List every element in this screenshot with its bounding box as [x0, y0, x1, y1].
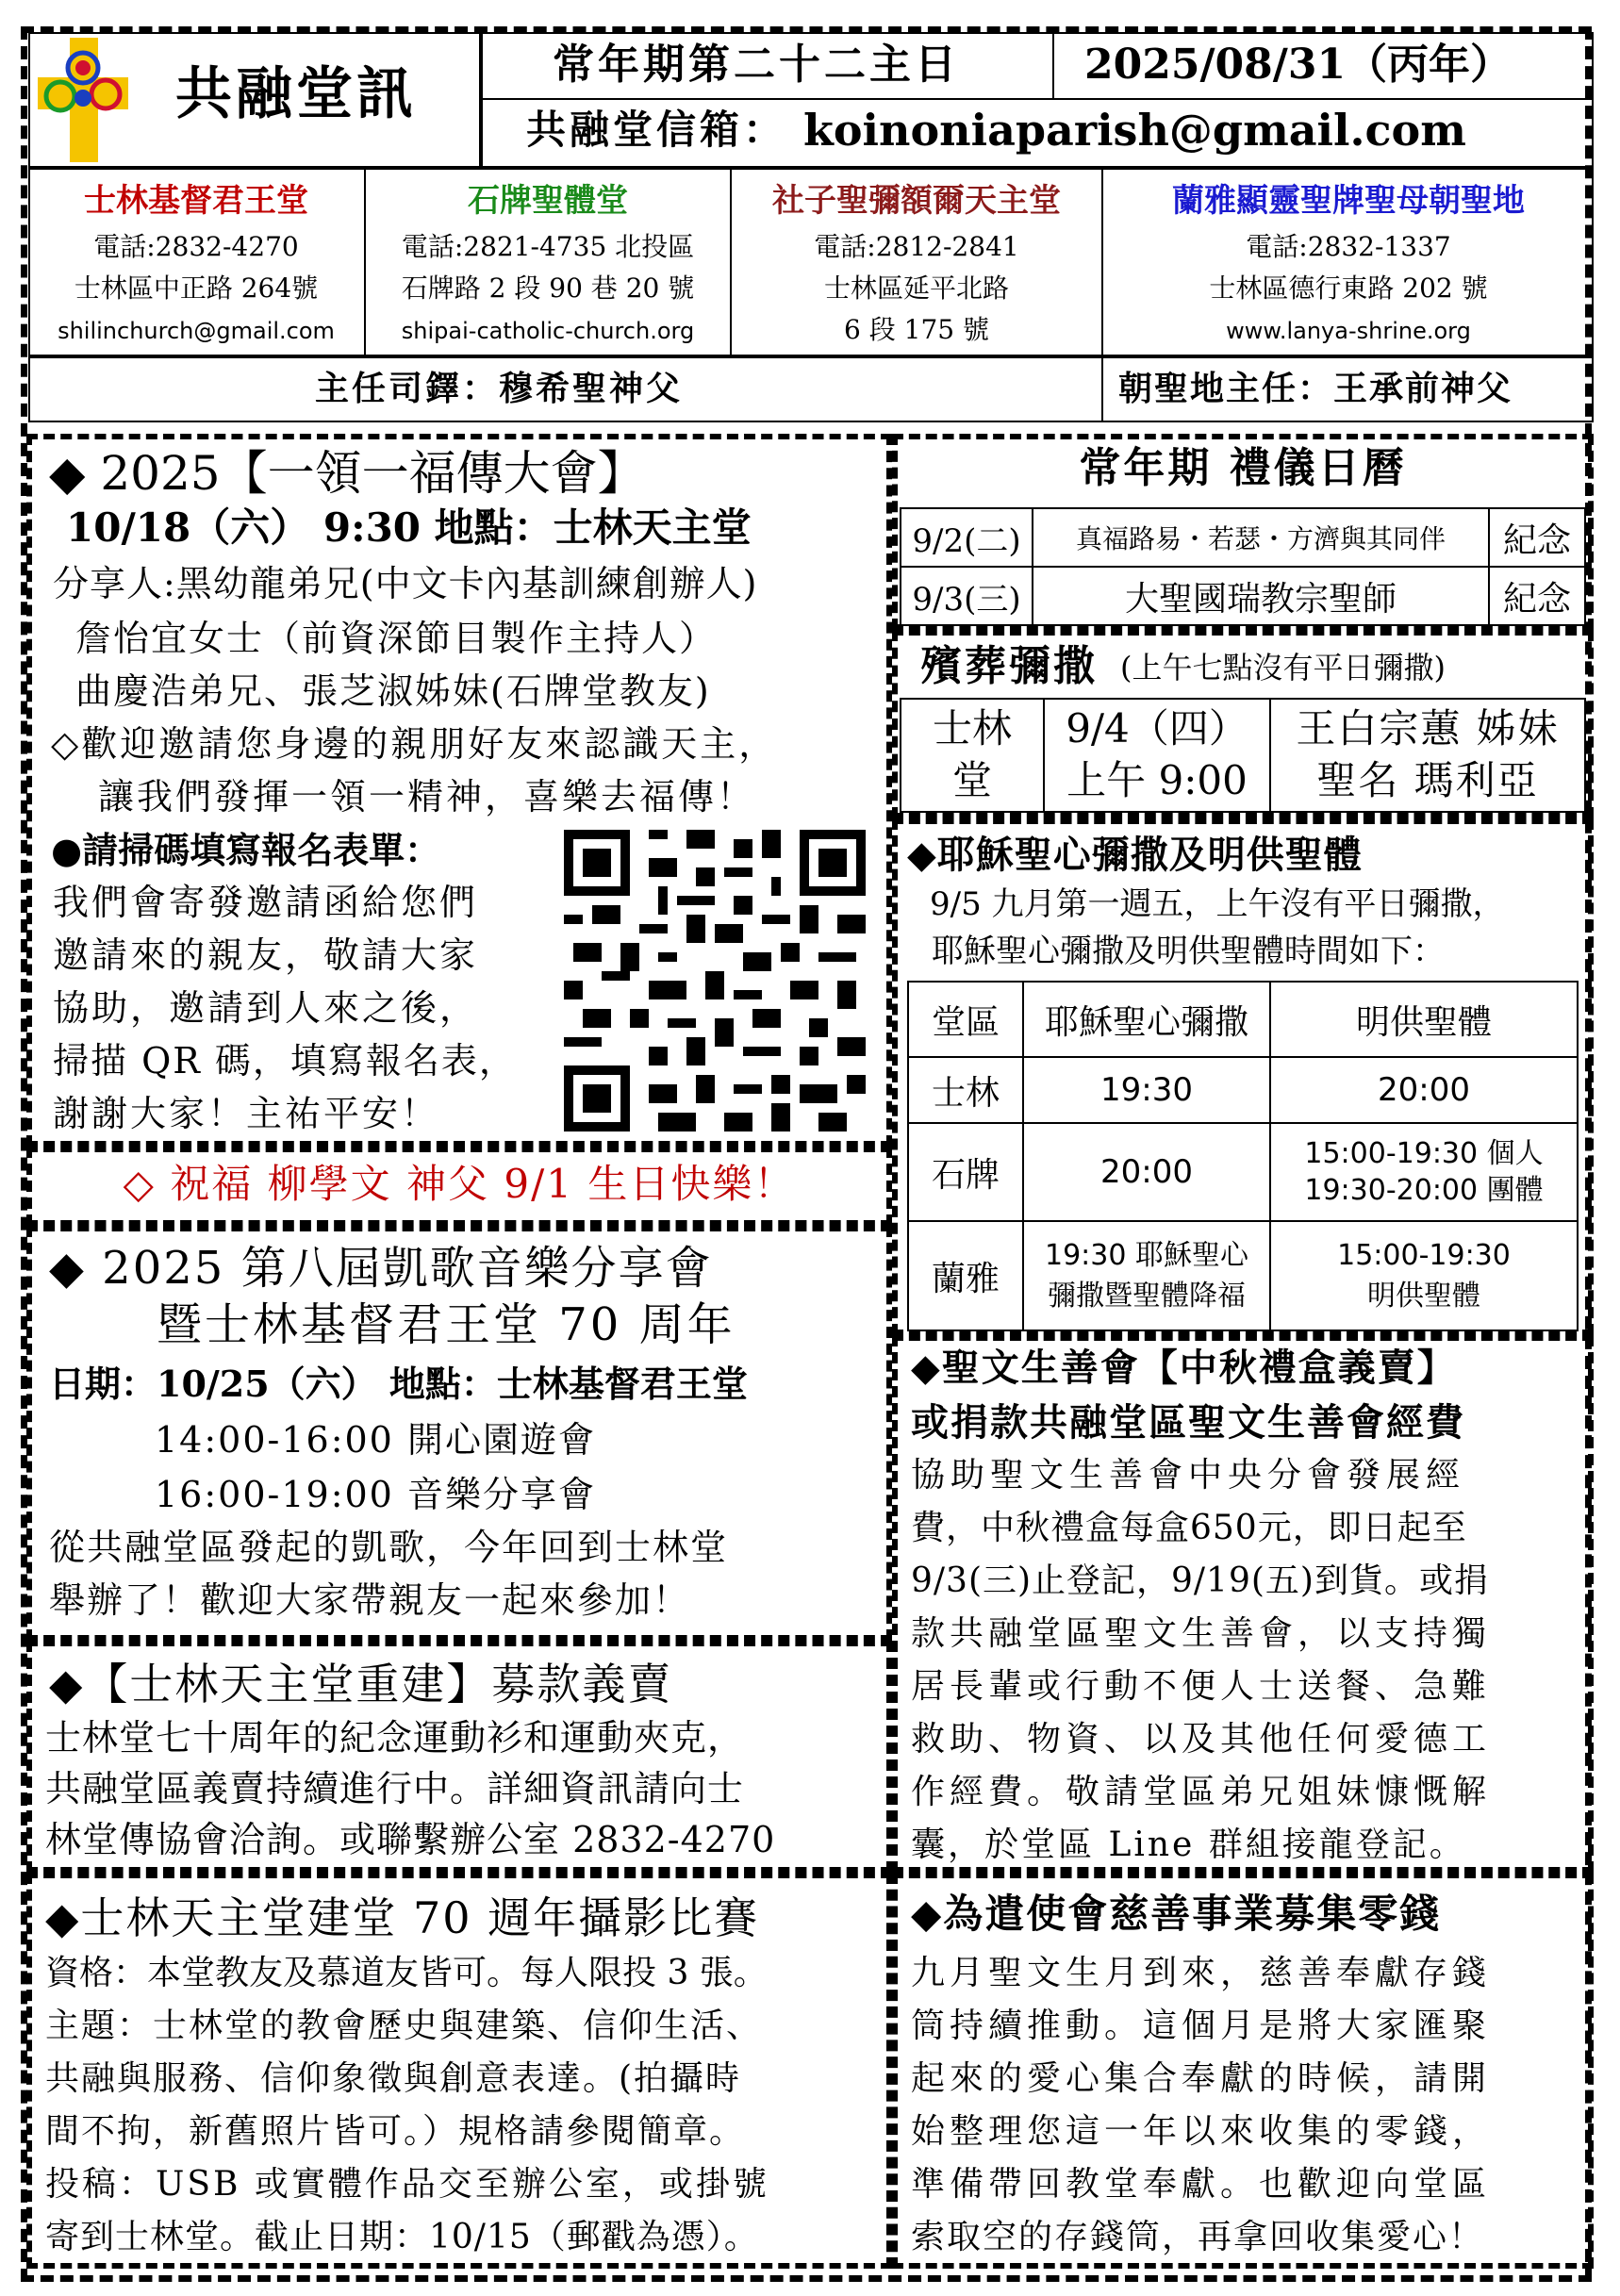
vincent-body-2: 費，中秋禮盒每盒650元，即日起至	[911, 1509, 1467, 1547]
sunday-name: 常年期第二十二主日	[553, 41, 960, 89]
church-phone-shezi: 電話:2812-2841	[814, 231, 1019, 262]
vincent-body-3: 9/3(三)止登記，9/19(五)到貨。或捐	[911, 1561, 1489, 1600]
evangel-line-3: 曲慶浩弟兄、張芝淑姊妹(石牌堂教友)	[75, 670, 711, 712]
liturgy-row	[901, 567, 1585, 625]
church-address-shezi-2: 6 段 175 號	[844, 314, 989, 345]
evangel-when: 10/18（六） 9:30 地點：士林天主堂	[66, 504, 752, 551]
church-phone-lanya: 電話:2832-1337	[1246, 231, 1451, 262]
funeral-time: 9/4（四） 上午 9:00	[1044, 699, 1270, 812]
photo-body-5: 投稿：USB 或實體作品交至辦公室，或掛號	[45, 2165, 769, 2204]
church-web-lanya[interactable]: www.lanya-shrine.org	[1226, 318, 1471, 344]
shrine-director-name: 朝聖地主任：王承前神父	[1118, 369, 1513, 408]
vincent-body-5: 居長輩或行動不便人士送餐、急難	[911, 1667, 1492, 1706]
registration-qr-code[interactable]	[564, 830, 866, 1131]
birthday-message: ◇ 祝福 柳學文 神父 9/1 生日快樂！	[123, 1161, 796, 1207]
concert-line-2: 16:00-19:00 音樂分享會	[155, 1474, 596, 1515]
table-row	[908, 1057, 1578, 1123]
funeral-table	[900, 698, 1586, 813]
table-row	[908, 1123, 1578, 1221]
photo-body-2: 主題：士林堂的教會歷史與建築、信仰生活、	[45, 2007, 763, 2045]
parish-logo-icon	[36, 36, 130, 164]
church-web-shipai[interactable]: shipai-catholic-church.org	[401, 318, 695, 344]
mass-cell: 20:00	[1023, 1123, 1270, 1221]
church-address-shezi: 士林區延平北路	[823, 273, 1009, 304]
photo-body-3: 共融與服務、信仰象徵與創意表達。(拍攝時	[45, 2059, 742, 2098]
scan-title: ●請掃碼填寫報名表單：	[51, 829, 441, 871]
scan-line-3: 協助，邀請到人來之後，	[53, 987, 479, 1029]
concert-title: ◆ 2025 第八屆凱歌音樂分享會	[49, 1242, 713, 1295]
funeral-note: (上午七點沒有平日彌撒)	[1120, 650, 1446, 685]
pastor-name: 主任司鐸：穆希聖神父	[315, 369, 684, 408]
vincent-title: ◆聖文生善會【中秋禮盒義賣】	[911, 1346, 1457, 1390]
funeral-person: 王白宗蕙 姊妹 聖名 瑪利亞	[1270, 699, 1585, 812]
adoration-cell: 15:00-19:30 明供聖體	[1270, 1221, 1578, 1330]
photo-title: ◆士林天主堂建堂 70 週年攝影比賽	[45, 1892, 760, 1943]
bulletin-title: 共融堂訊	[175, 61, 417, 127]
church-email-shilin[interactable]: shilinchurch@gmail.com	[58, 318, 335, 344]
coins-body-3: 起來的愛心集合奉獻的時候，請開	[911, 2059, 1492, 2098]
church-name-shilin: 士林基督君王堂	[84, 182, 308, 220]
liturgy-table	[900, 507, 1586, 626]
liturgy-feast: 大聖國瑞教宗聖師	[1033, 567, 1489, 625]
vincent-body-6: 救助、物資、以及其他任何愛德工	[911, 1720, 1492, 1759]
liturgy-feast: 真福路易・若瑟・方濟與其同伴	[1033, 508, 1489, 567]
liturgy-date: 9/2(二)	[901, 508, 1033, 567]
bulletin-date: 2025/08/31（丙年）	[1084, 41, 1513, 89]
sacred-heart-table	[907, 981, 1579, 1331]
church-address-shipai: 石牌路 2 段 90 巷 20 號	[401, 273, 695, 304]
coins-body-2: 筒持續推動。這個月是將大家匯聚	[911, 2007, 1492, 2045]
sacred-heart-intro-1: 9/5 九月第一週五，上午沒有平日彌撒，	[930, 885, 1505, 923]
evangel-line-5: 讓我們發揮一領一精神，喜樂去福傳！	[98, 776, 756, 818]
header-mass: 耶穌聖心彌撒	[1023, 982, 1270, 1057]
concert-body-2: 舉辦了！歡迎大家帶親友一起來參加！	[49, 1579, 691, 1621]
coins-title: ◆為遣使會慈善事業募集零錢	[911, 1891, 1442, 1937]
photo-body-6: 寄到士林堂。截止日期：10/15（郵戳為憑）。	[45, 2218, 759, 2256]
coins-body-4: 始整理您這一年以來收集的零錢，	[911, 2112, 1492, 2151]
mass-cell: 19:30 耶穌聖心 彌撒暨聖體降福	[1023, 1221, 1270, 1330]
scan-line-5: 謝謝大家！主祐平安！	[53, 1093, 440, 1134]
rebuild-body-1: 士林堂七十周年的紀念運動衫和運動夾克，	[45, 1717, 745, 1759]
rebuild-body-2: 共融堂區義賣持續進行中。詳細資訊請向士	[45, 1768, 745, 1809]
sacred-heart-intro-2: 耶穌聖心彌撒及明供聖體時間如下：	[932, 933, 1445, 970]
vincent-body-4: 款共融堂區聖文生善會，以支持獨	[911, 1614, 1492, 1653]
header-adoration: 明供聖體	[1270, 982, 1578, 1057]
mass-cell: 19:30	[1023, 1057, 1270, 1123]
church-address-shilin: 士林區中正路 264號	[74, 273, 319, 304]
adoration-cell: 20:00	[1270, 1057, 1578, 1123]
rebuild-body-3: 林堂傳協會洽詢。或聯繫辦公室 2832-4270	[45, 1819, 776, 1860]
coins-body-5: 準備帶回教堂奉獻。也歡迎向堂區	[911, 2165, 1492, 2204]
church-phone-shipai: 電話:2821-4735 北投區	[401, 231, 695, 262]
vincent-body-8: 囊，於堂區 Line 群組接龍登記。	[911, 1825, 1466, 1864]
evangel-line-4: ◇歡迎邀請您身邊的親朋好友來認識天主，	[51, 723, 778, 765]
parish-cell: 石牌	[908, 1123, 1023, 1221]
sacred-heart-header-row	[908, 982, 1578, 1057]
concert-line-1: 14:00-16:00 開心園遊會	[155, 1419, 596, 1461]
church-phone-shilin: 電話:2832-4270	[93, 231, 299, 262]
evangel-line-2: 詹怡宜女士（前資深節目製作主持人）	[75, 618, 718, 659]
header-parish: 堂區	[908, 982, 1023, 1057]
parish-cell: 士林	[908, 1057, 1023, 1123]
scan-line-4: 掃描 QR 碼，填寫報名表，	[53, 1040, 517, 1082]
coins-body-6: 索取空的存錢筒，再拿回收集愛心！	[911, 2218, 1485, 2256]
scan-line-1: 我們會寄發邀請函給您們	[53, 882, 479, 923]
table-row	[908, 1221, 1578, 1330]
liturgy-date: 9/3(三)	[901, 567, 1033, 625]
vincent-body-1: 協助聖文生善會中央分會發展經	[911, 1456, 1466, 1495]
sacred-heart-title: ◆耶穌聖心彌撒及明供聖體	[907, 833, 1363, 877]
photo-body-4: 間不拘，新舊照片皆可。）規格請參閱簡章。	[45, 2112, 746, 2151]
vincent-subtitle: 或捐款共融堂區聖文生善會經費	[911, 1400, 1465, 1445]
liturgy-rank: 紀念	[1489, 508, 1585, 567]
vincent-body-7: 作經費。敬請堂區弟兄姐妹慷慨解	[911, 1773, 1492, 1811]
parish-cell: 蘭雅	[908, 1221, 1023, 1330]
concert-when: 日期：10/25（六） 地點：士林基督君王堂	[49, 1363, 748, 1405]
coins-body-1: 九月聖文生月到來，慈善奉獻存錢	[911, 1954, 1492, 1992]
church-name-shipai: 石牌聖體堂	[468, 182, 628, 220]
concert-subtitle: 暨士林基督君王堂 70 周年	[157, 1298, 736, 1351]
liturgy-row	[901, 508, 1585, 567]
funeral-title: 殯葬彌撒	[920, 642, 1098, 690]
scan-line-2: 邀請來的親友，敬請大家	[53, 934, 479, 976]
mailbox-label: 共融堂信箱：	[526, 107, 787, 153]
church-address-lanya: 士林區德行東路 202 號	[1209, 273, 1488, 304]
church-name-lanya: 蘭雅顯靈聖牌聖母朝聖地	[1172, 182, 1525, 220]
adoration-cell: 15:00-19:30 個人 19:30-20:00 團體	[1270, 1123, 1578, 1221]
rebuild-title: ◆【士林天主堂重建】募款義賣	[49, 1659, 673, 1710]
funeral-church: 士林 堂	[901, 699, 1044, 812]
evangel-title: ◆ 2025【一領一福傳大會】	[49, 446, 645, 501]
photo-body-1: 資格：本堂教友及慕道友皆可。每人限投 3 張。	[45, 1954, 768, 1992]
evangel-line-1: 分享人:黑幼龍弟兄(中文卡內基訓練創辦人)	[53, 563, 758, 604]
mailbox-email: koinoniaparish@gmail.com	[803, 105, 1466, 156]
liturgy-title: 常年期 禮儀日曆	[1079, 444, 1407, 492]
church-name-shezi: 社子聖彌額爾天主堂	[772, 182, 1061, 220]
liturgy-rank: 紀念	[1489, 567, 1585, 625]
concert-body-1: 從共融堂區發起的凱歌，今年回到士林堂	[49, 1527, 729, 1568]
